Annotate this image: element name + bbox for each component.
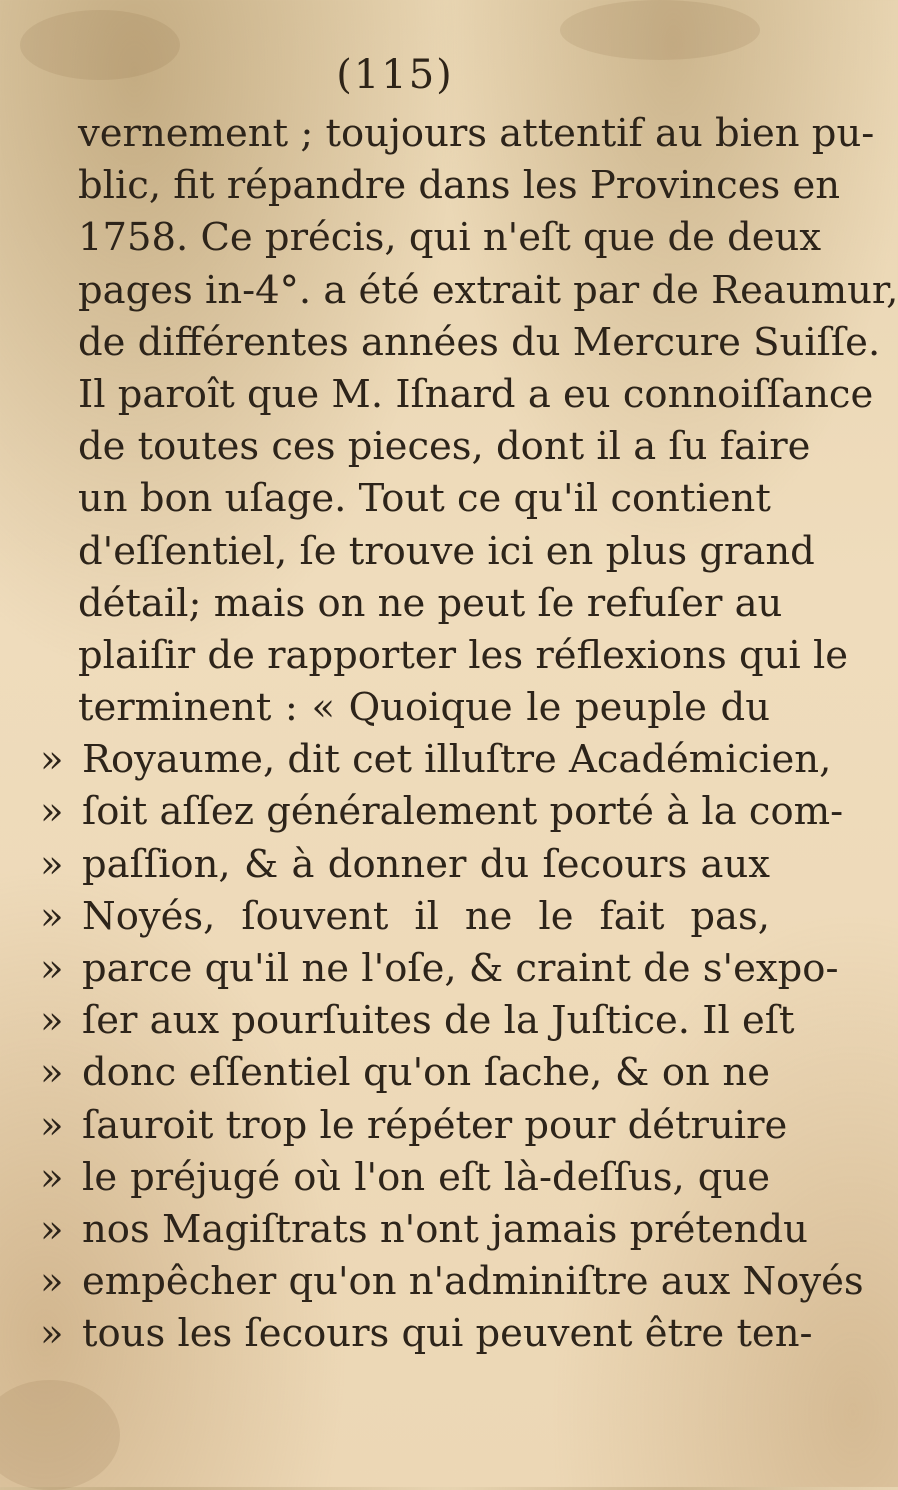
text-line: de toutes ces pieces, dont il a ſu faire xyxy=(78,424,811,470)
text-line: 1758. Ce précis, qui n'eſt que de deux xyxy=(78,215,822,261)
quote-text: tous les ſecours qui peuvent être ten- xyxy=(82,1311,813,1357)
quote-line xyxy=(40,1256,864,1308)
quote-text: nos Magiſtrats n'ont jamais prétendu xyxy=(82,1206,808,1252)
quote-mark: » xyxy=(40,1102,64,1148)
quote-line xyxy=(40,995,795,1047)
body-text xyxy=(40,108,898,1361)
quote-line xyxy=(40,839,770,891)
text-line: plaiſir de rapporter les réflexions qui le xyxy=(78,632,849,678)
quote-line xyxy=(40,734,832,786)
quote-mark: » xyxy=(40,1050,64,1096)
quote-text: Royaume, dit cet illuſtre Académicien, xyxy=(82,737,832,783)
quote-text: Noyés, ſouvent il ne le fait pas, xyxy=(82,893,770,939)
quote-text: ſauroit trop le répéter pour détruire xyxy=(82,1102,788,1148)
text-line: pages in-4°. a été extrait par de Reaumur, xyxy=(78,267,898,313)
text-line: blic, fit répandre dans les Provinces en xyxy=(78,163,841,209)
paper-stain xyxy=(0,1380,120,1490)
paper-stain xyxy=(20,10,180,80)
quote-mark: » xyxy=(40,1206,64,1252)
text-line: Il paroît que M. Iſnard a eu connoiſſance xyxy=(78,371,874,417)
text-line: d'eſſentiel, ſe trouve ici en plus grand xyxy=(78,528,815,574)
quote-mark: » xyxy=(40,1154,64,1200)
quote-text: le préjugé où l'on eſt là-deſſus, que xyxy=(82,1154,770,1200)
text-line: de différentes années du Mercure Suiſſe. xyxy=(78,319,881,365)
quote-line xyxy=(40,1100,788,1152)
quote-line xyxy=(40,1047,770,1099)
quote-text: donc eſſentiel qu'on ſache, & on ne xyxy=(82,1050,770,1096)
text-line: un bon uſage. Tout ce qu'il contient xyxy=(78,476,771,522)
quote-text: ſer aux pourſuites de la Juſtice. Il eſt xyxy=(82,998,795,1044)
quote-line xyxy=(40,943,839,995)
quote-mark: » xyxy=(40,737,64,783)
quote-text: parce qu'il ne l'oſe, & craint de s'expo- xyxy=(82,946,839,991)
quote-line xyxy=(40,891,770,943)
quote-line xyxy=(40,1204,808,1256)
quote-line xyxy=(40,1308,813,1360)
quote-mark: » xyxy=(40,1311,64,1357)
page-number: (115) xyxy=(336,52,454,98)
quote-line xyxy=(40,786,844,838)
quote-mark: » xyxy=(40,946,64,991)
quote-mark: » xyxy=(40,789,64,835)
text-line: terminent : « Quoique le peuple du xyxy=(78,685,770,731)
quote-mark: » xyxy=(40,893,64,939)
quote-mark: » xyxy=(40,998,64,1044)
quote-text: paſſion, & à donner du ſecours aux xyxy=(82,841,770,887)
quote-mark: » xyxy=(40,1259,64,1305)
quote-line xyxy=(40,1152,770,1204)
quote-mark: » xyxy=(40,841,64,887)
quote-text: ſoit aſſez généralement porté à la com- xyxy=(82,789,844,835)
text-line: détail; mais on ne peut ſe refuſer au xyxy=(78,580,783,626)
text-line: vernement ; toujours attentif au bien pu- xyxy=(78,111,875,156)
paper-stain xyxy=(560,0,760,60)
quote-text: empêcher qu'on n'adminiſtre aux Noyés xyxy=(82,1259,864,1305)
